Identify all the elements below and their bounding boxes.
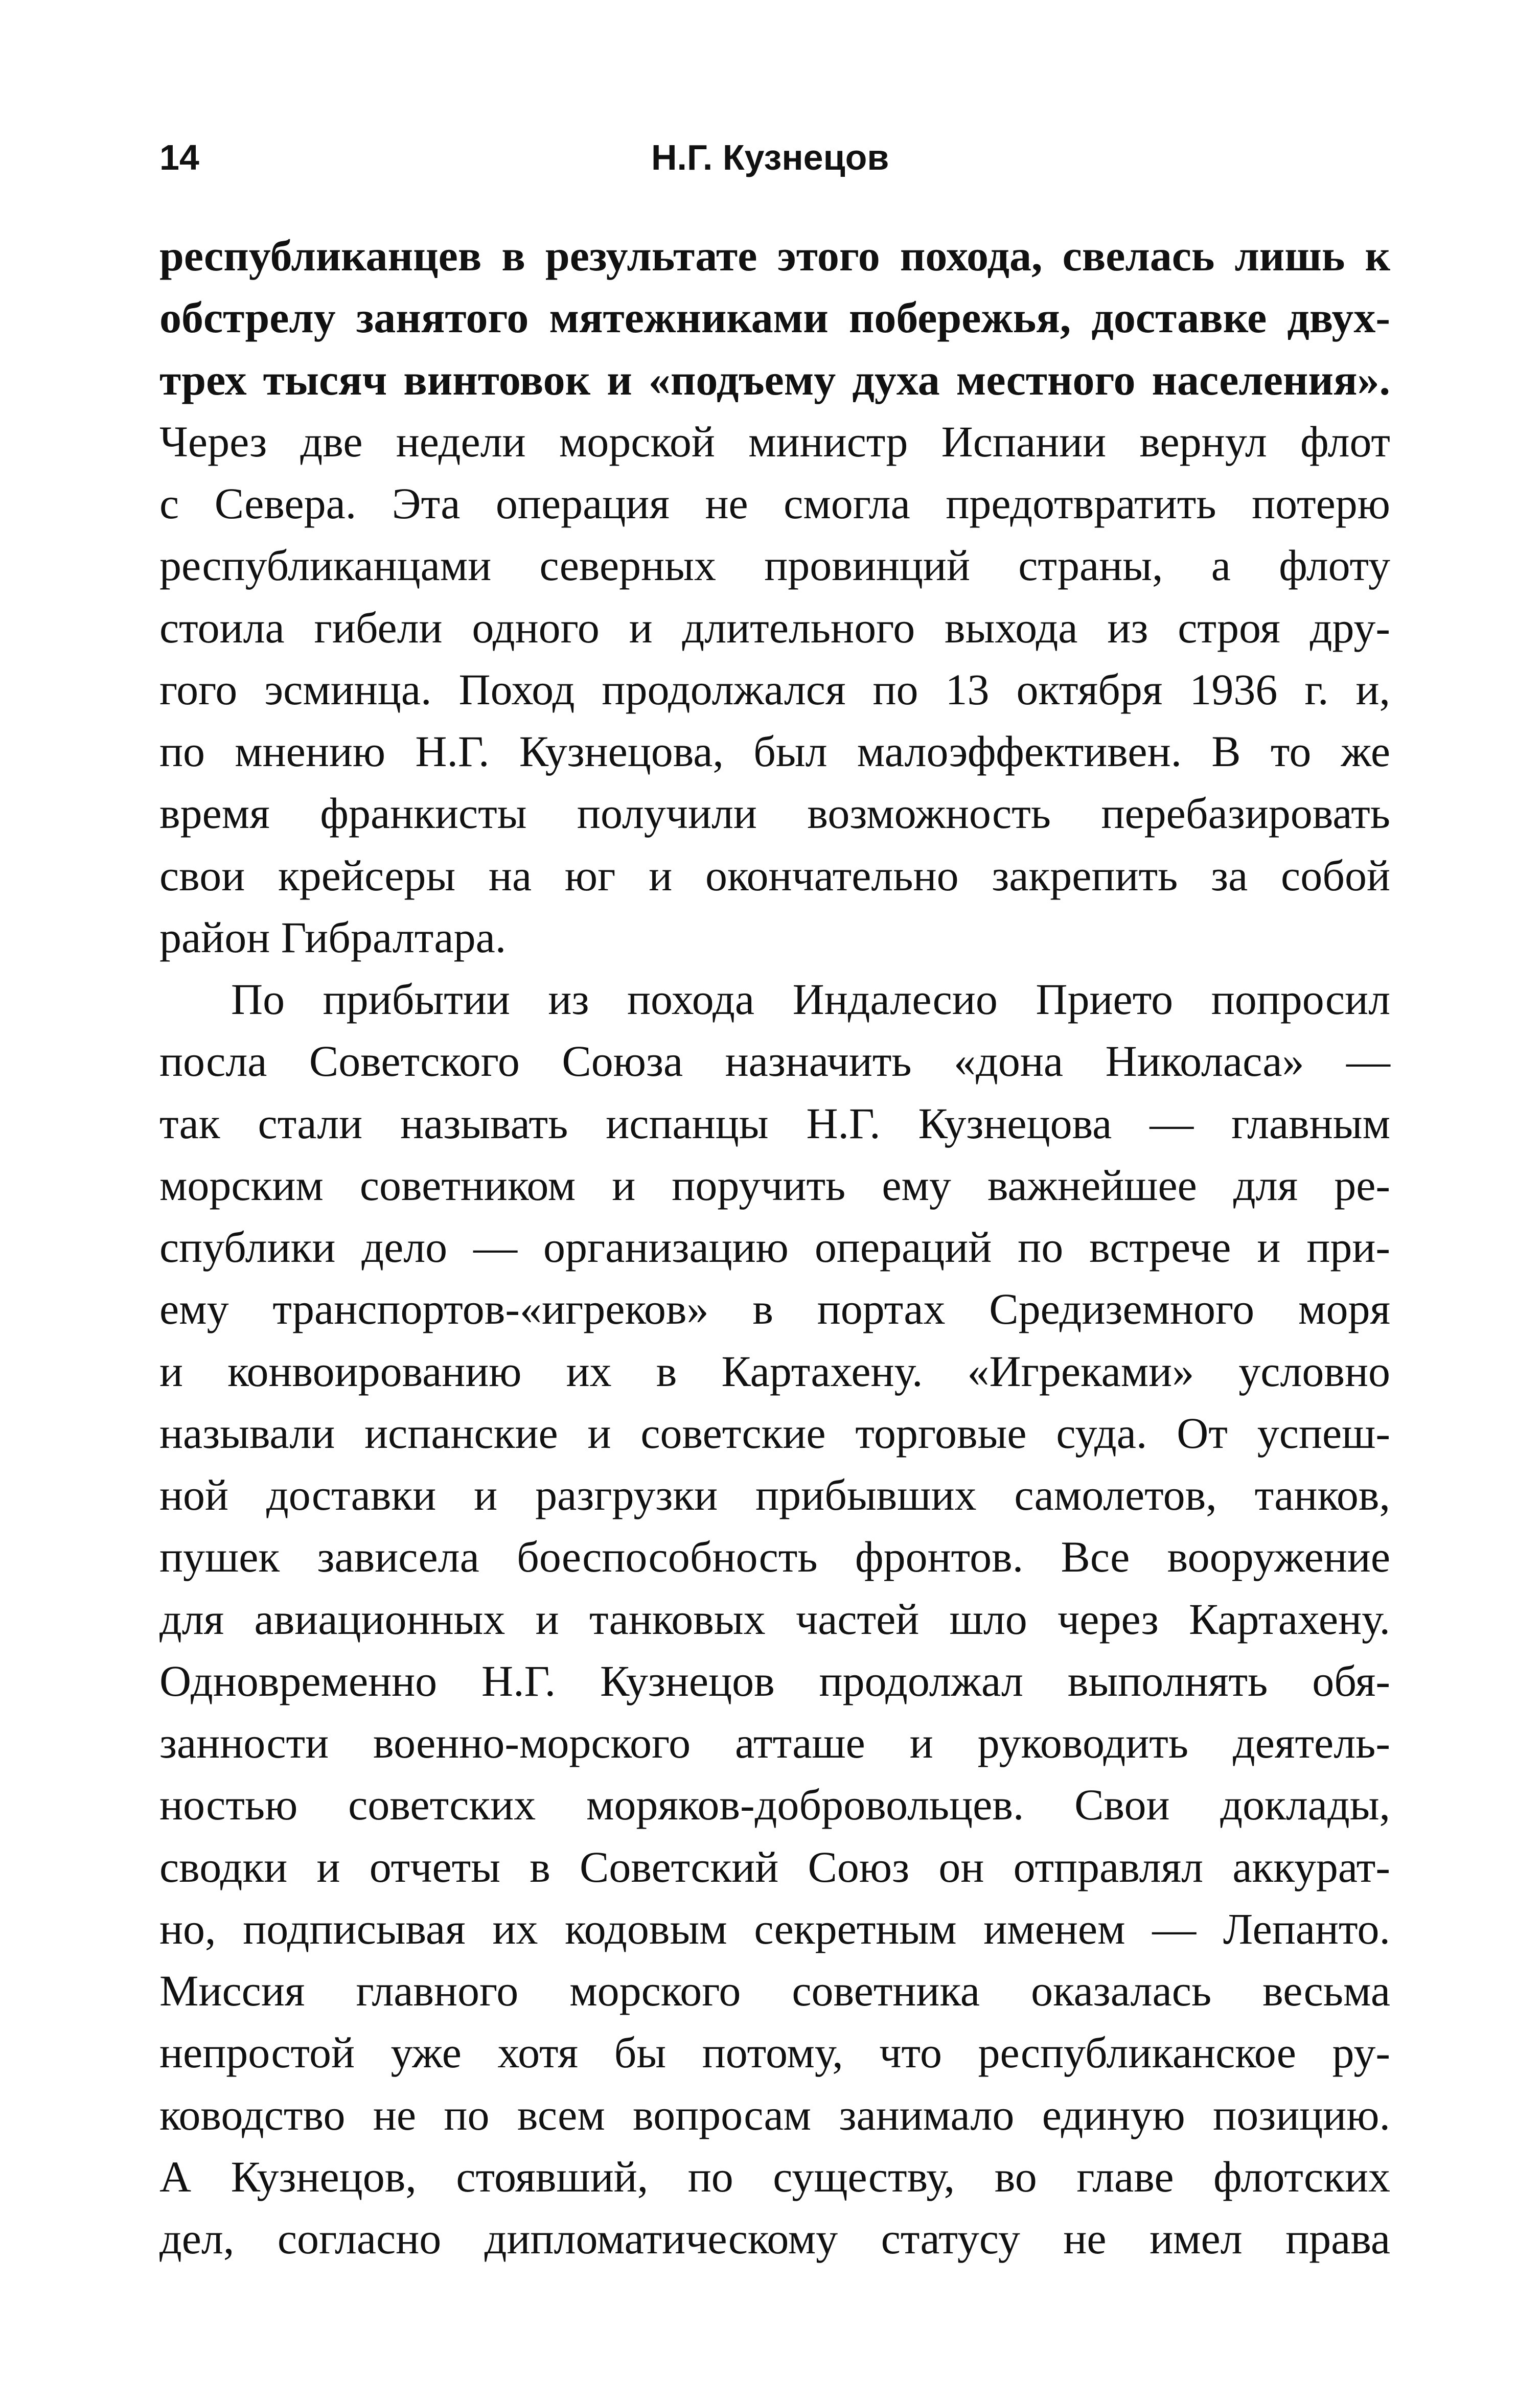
text-line: ностью советских моряков-добровольцев. Свои доклады, xyxy=(159,1780,1390,1830)
text-line: с Севера. Эта операция не смогла предотвратить потерю xyxy=(159,479,1390,528)
text-line: Миссия главного морского советника оказалась весьма xyxy=(159,1966,1390,2015)
text-line: для авиационных и танковых частей шло через Картахену. xyxy=(159,1594,1390,1644)
text-line: гого эсминца. Поход продолжался по 13 октября 1936 г. и, xyxy=(159,664,1390,714)
running-title: Н.Г. Кузнецов xyxy=(651,137,889,177)
text-line: свои крейсеры на юг и окончательно закрепить за собой xyxy=(159,850,1390,900)
text-line: ной доставки и разгрузки прибывших самолетов, танков, xyxy=(159,1470,1390,1519)
text-line: и конвоированию их в Картахену. «Игреками» условно xyxy=(159,1346,1390,1396)
text-line: ководство не по всем вопросам занимало единую позицию. xyxy=(159,2090,1390,2139)
text-line: морским советником и поручить ему важнейшее для ре- xyxy=(159,1160,1390,1210)
text-line: дел, согласно дипломатическому статусу не имел права xyxy=(159,2214,1390,2263)
text-line: но, подписывая их кодовым секретным именем — Лепанто. xyxy=(159,1904,1390,1953)
text-line: район Гибралтара. xyxy=(159,912,507,962)
text-line: посла Советского Союза назначить «дона Николаса» — xyxy=(159,1036,1390,1086)
text-line: обстрелу занятого мятежниками побережья, доставке двух- xyxy=(159,293,1390,342)
text-line: ему транспортов-«игреков» в портах Средиземного моря xyxy=(159,1284,1390,1334)
text-line: занности военно-морского атташе и руководить деятель- xyxy=(159,1718,1390,1767)
body-text xyxy=(159,225,1390,2270)
text-line: по мнению Н.Г. Кузнецова, был малоэффективен. В то же xyxy=(159,727,1390,776)
text-line: стоила гибели одного и длительного выхода из строя дру- xyxy=(159,603,1390,652)
running-header xyxy=(159,137,1390,178)
text-line: пушек зависела боеспособность фронтов. Все вооружение xyxy=(159,1532,1390,1582)
text-line: А Кузнецов, стоявший, по существу, во главе флотских xyxy=(159,2152,1390,2201)
text-line: называли испанские и советские торговые суда. От успеш- xyxy=(159,1408,1390,1458)
text-line: По прибытии из похода Индалесио Прието попросил xyxy=(231,975,1390,1024)
text-line: трех тысяч винтовок и «подъему духа местного населения». xyxy=(159,355,1390,404)
text-line: непростой уже хотя бы потому, что республиканское ру- xyxy=(159,2028,1390,2078)
text-line: время франкисты получили возможность перебазировать xyxy=(159,789,1390,838)
text-line: так стали называть испанцы Н.Г. Кузнецова — главным xyxy=(159,1098,1390,1148)
text-line: спублики дело — организацию операций по встрече и при- xyxy=(159,1222,1390,1272)
text-line: Через две недели морской министр Испании вернул флот xyxy=(159,417,1390,466)
page-number: 14 xyxy=(159,137,199,177)
text-line: Одновременно Н.Г. Кузнецов продолжал выполнять обя- xyxy=(159,1656,1390,1705)
text-line: сводки и отчеты в Советский Союз он отправлял аккурат- xyxy=(159,1842,1390,1891)
text-line: республиканцев в результате этого похода, свелась лишь к xyxy=(159,231,1390,280)
text-line: республиканцами северных провинций страны, а флоту xyxy=(159,541,1390,590)
